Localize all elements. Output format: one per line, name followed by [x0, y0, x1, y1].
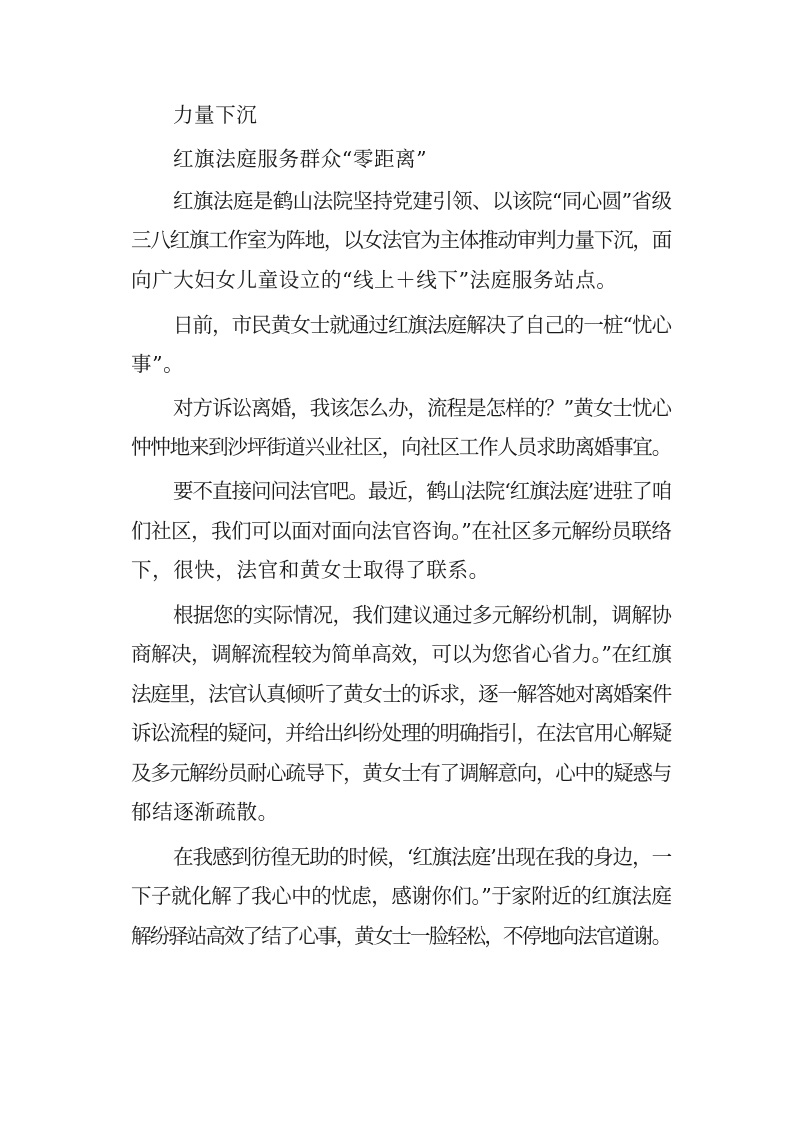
paragraph-line: 法庭里，法官认真倾听了黄女士的诉求，逐一解答她对离婚案件: [131, 682, 671, 706]
paragraph-line: 根据您的实际情况，我们建议通过多元解纷机制，调解协: [173, 603, 672, 627]
paragraph-line: 解纷驿站高效了结了心事，黄女士一脸轻松，不停地向法官道谢。: [131, 924, 671, 948]
paragraph-line: 们社区，我们可以面对面向法官咨询。”在社区多元解纷员联络: [131, 519, 672, 543]
paragraph-line: 红旗法庭是鹤山法院坚持党建引领、以该院“同心圆”省级: [173, 189, 672, 213]
paragraph-line: 在我感到彷徨无助的时候，‘红旗法庭’出现在我的身边，一: [173, 845, 672, 869]
article-title: 红旗法庭服务群众“零距离”: [173, 147, 428, 171]
paragraph-line: 三八红旗工作室为阵地，以女法官为主体推动审判力量下沉，面: [131, 228, 671, 252]
paragraph-line: 郁结逐渐疏散。: [131, 800, 279, 824]
paragraph-line: 及多元解纷员耐心疏导下，黄女士有了调解意向，心中的疑惑与: [131, 761, 671, 785]
paragraph-line: 日前，市民黄女士就通过红旗法庭解决了自己的一桩“忧心: [173, 313, 672, 337]
paragraph-line: 下子就化解了我心中的忧虑，感谢你们。”于家附近的红旗法庭: [131, 884, 672, 908]
paragraph-line: 向广大妇女儿童设立的“线上＋线下”法庭服务站点。: [131, 268, 618, 292]
paragraph-line: 对方诉讼离婚，我该怎么办，流程是怎样的？”黄女士忧心: [173, 396, 672, 420]
paragraph-line: 下，很快，法官和黄女士取得了联系。: [131, 558, 490, 582]
paragraph-line: 商解决，调解流程较为简单高效，可以为您省心省力。”在红旗: [131, 642, 672, 666]
section-heading: 力量下沉: [173, 103, 258, 127]
paragraph-line: 忡忡地来到沙坪街道兴业社区，向社区工作人员求助离婚事宜。: [131, 435, 671, 459]
paragraph-line: 要不直接问问法官吧。最近，鹤山法院‘红旗法庭’进驻了咱: [173, 479, 672, 503]
paragraph-line: 事”。: [131, 352, 185, 376]
paragraph-line: 诉讼流程的疑问，并给出纠纷处理的明确指引，在法官用心解疑: [131, 721, 671, 745]
